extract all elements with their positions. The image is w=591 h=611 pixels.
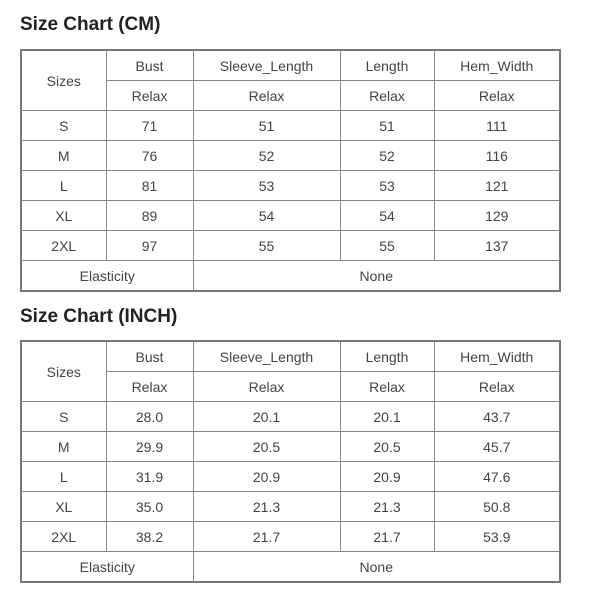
sleeve-length-header: Sleeve_Length [193,50,340,81]
hem-width-cell: 129 [434,201,560,231]
sleeve-length-cell: 21.7 [193,522,340,552]
sleeve-length-cell: 20.9 [193,462,340,492]
length-cell: 52 [340,141,434,171]
sleeve-length-cell: 54 [193,201,340,231]
size-chart-inch-table [20,340,561,583]
sizes-header: Sizes [21,50,106,111]
elasticity-value: None [193,552,560,583]
sleeve-length-fit: Relax [193,372,340,402]
bust-fit: Relax [106,372,193,402]
bust-cell: 35.0 [106,492,193,522]
table-row [21,402,560,432]
table-header-row [21,341,560,372]
bust-cell: 31.9 [106,462,193,492]
elasticity-value: None [193,261,560,292]
size-chart-inch-title: Size Chart (INCH) [20,306,178,327]
sleeve-length-fit: Relax [193,81,340,111]
table-header-row [21,50,560,81]
hem-width-cell: 50.8 [434,492,560,522]
hem-width-cell: 43.7 [434,402,560,432]
elasticity-label: Elasticity [21,261,193,292]
hem-width-fit: Relax [434,81,560,111]
table-row [21,141,560,171]
size-cell: L [21,171,106,201]
length-cell: 53 [340,171,434,201]
hem-width-cell: 121 [434,171,560,201]
size-cell: S [21,402,106,432]
bust-header: Bust [106,341,193,372]
hem-width-cell: 45.7 [434,432,560,462]
length-header: Length [340,341,434,372]
hem-width-cell: 47.6 [434,462,560,492]
bust-cell: 81 [106,171,193,201]
length-cell: 55 [340,231,434,261]
elasticity-row [21,261,560,292]
table-row [21,171,560,201]
length-cell: 20.5 [340,432,434,462]
table-row [21,492,560,522]
size-cell: S [21,111,106,141]
length-cell: 54 [340,201,434,231]
size-chart-cm-table [20,49,561,292]
sleeve-length-cell: 53 [193,171,340,201]
bust-cell: 97 [106,231,193,261]
sleeve-length-cell: 55 [193,231,340,261]
bust-cell: 89 [106,201,193,231]
size-cell: 2XL [21,522,106,552]
bust-header: Bust [106,50,193,81]
table-row [21,432,560,462]
size-cell: M [21,432,106,462]
elasticity-label: Elasticity [21,552,193,583]
hem-width-cell: 137 [434,231,560,261]
hem-width-cell: 116 [434,141,560,171]
length-header: Length [340,50,434,81]
size-cell: 2XL [21,231,106,261]
sleeve-length-cell: 51 [193,111,340,141]
hem-width-fit: Relax [434,372,560,402]
sleeve-length-cell: 21.3 [193,492,340,522]
length-fit: Relax [340,372,434,402]
sleeve-length-cell: 20.5 [193,432,340,462]
sleeve-length-header: Sleeve_Length [193,341,340,372]
bust-cell: 29.9 [106,432,193,462]
size-cell: M [21,141,106,171]
sizes-header: Sizes [21,341,106,402]
sleeve-length-cell: 20.1 [193,402,340,432]
size-chart-cm-title: Size Chart (CM) [20,14,161,35]
table-row [21,231,560,261]
sleeve-length-cell: 52 [193,141,340,171]
hem-width-header: Hem_Width [434,50,560,81]
length-cell: 51 [340,111,434,141]
table-row [21,201,560,231]
length-cell: 21.7 [340,522,434,552]
table-row [21,462,560,492]
length-cell: 20.9 [340,462,434,492]
length-fit: Relax [340,81,434,111]
table-row [21,522,560,552]
size-cell: XL [21,201,106,231]
bust-cell: 38.2 [106,522,193,552]
length-cell: 21.3 [340,492,434,522]
bust-cell: 71 [106,111,193,141]
length-cell: 20.1 [340,402,434,432]
size-cell: L [21,462,106,492]
size-cell: XL [21,492,106,522]
bust-fit: Relax [106,81,193,111]
elasticity-row [21,552,560,583]
bust-cell: 76 [106,141,193,171]
hem-width-header: Hem_Width [434,341,560,372]
table-row [21,111,560,141]
bust-cell: 28.0 [106,402,193,432]
hem-width-cell: 111 [434,111,560,141]
hem-width-cell: 53.9 [434,522,560,552]
